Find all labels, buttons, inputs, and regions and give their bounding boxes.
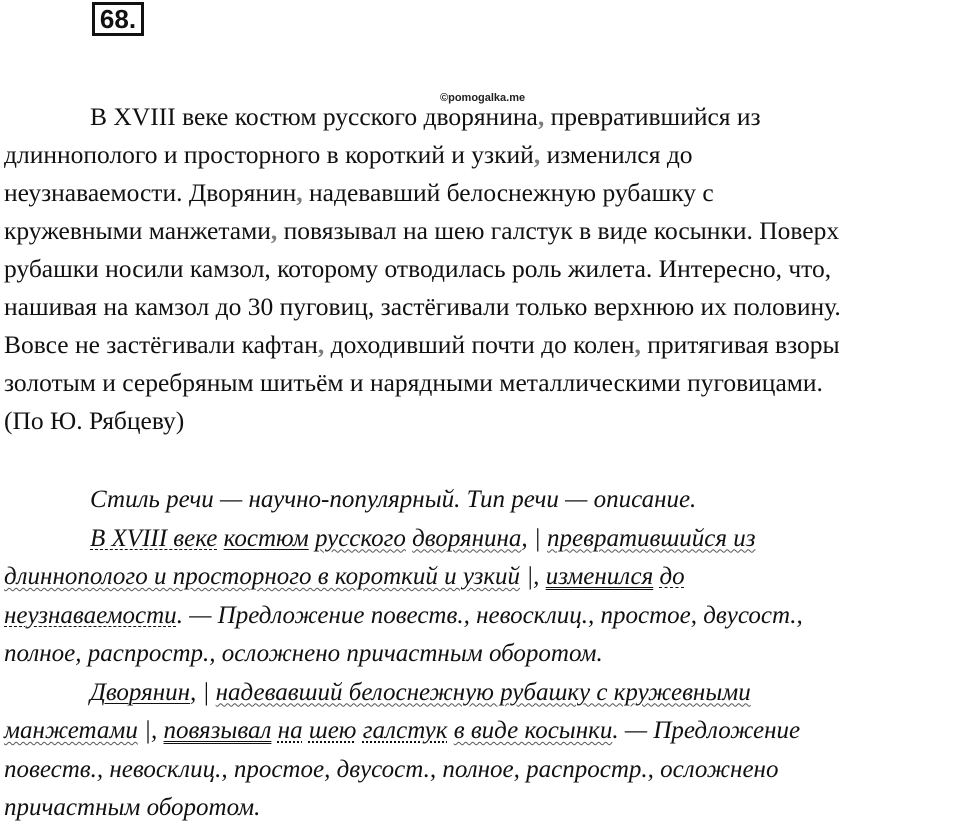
analysis-block [4, 481, 960, 828]
attribute: дворянина [412, 524, 522, 552]
analysis-line: полное, распростр., осложнено причастным оборотом. [4, 640, 603, 667]
participial-phrase: длиннополого и просторного в короткий и узкий [4, 563, 521, 590]
object: шею [308, 717, 357, 744]
analysis-line: длиннополого и просторного в короткий и узкий |, изменился до [4, 563, 685, 590]
task-number: 68. [92, 2, 144, 36]
text-line: рубашки носили камзол, которому отводилась роль жилета. Интересно, что, [4, 254, 832, 283]
text-line: кружевными манжетами, повязывал на шею галстук в виде косынки. Поверх [4, 216, 840, 245]
circumstance: неузнаваемости [4, 601, 177, 629]
attribute: в виде косынки [453, 717, 613, 744]
analysis-line: повеств., невосклиц., простое, двусост., полное, распростр., осложнено [4, 755, 779, 783]
analysis-line: манжетами |, повязывал на шею галстук в виде косынки. — Предложение [4, 717, 801, 744]
watermark: ©pomogalka.me [440, 92, 526, 104]
predicate: изменился [545, 563, 654, 590]
participial-phrase: надевавший белоснежную рубашку с кружевными [215, 678, 751, 706]
participial-phrase: превратившийся из [547, 524, 756, 552]
style-type-line: Стиль речи — научно-популярный. Тип речи — описание. [90, 486, 697, 513]
analysis-line: неузнаваемости. — Предложение повеств., невосклиц., простое, двусост., [4, 601, 803, 629]
text-line: золотым и серебряным шитьём и нарядными металлическими пуговицами. [4, 368, 823, 397]
predicate: повязывал [163, 717, 272, 744]
text-line: В XVIII веке костюм русского дворянина, превратившийся из [90, 102, 761, 131]
analysis-line: Дворянин, | надевавший белоснежную рубашку с кружевными [90, 678, 751, 706]
circumstance: до [659, 563, 685, 590]
participial-phrase: манжетами [4, 717, 138, 744]
comma-mark: , [634, 330, 641, 359]
text-line: неузнаваемости. Дворянин, надевавший белоснежную рубашку с [4, 178, 714, 207]
circumstance: В XVIII веке [90, 524, 218, 552]
comma-mark: , [270, 216, 278, 245]
comma-mark: , [317, 330, 325, 359]
comma-mark: , [537, 102, 545, 131]
analysis-line: В XVIII веке костюм русского дворянина, | превратившийся из [90, 524, 756, 552]
source-text [4, 98, 960, 440]
text-line: Вовсе не застёгивали кафтан, доходивший почти до колен, притягивая взоры [4, 330, 840, 359]
subject: Дворянин [90, 678, 191, 706]
comma-mark: , [533, 140, 541, 169]
analysis-line: причастным оборотом. [4, 794, 261, 821]
attribute: русского [314, 524, 406, 552]
comma-mark: , [296, 178, 303, 207]
text-line: нашивая на камзол до 30 пуговиц, застёгивали только верхнюю их половину. [4, 292, 841, 321]
object: на [277, 717, 303, 744]
text-line: длиннополого и просторного в короткий и узкий, изменился до [4, 140, 693, 169]
object: галстук [362, 717, 448, 744]
subject: костюм [223, 524, 309, 552]
source-attribution: (По Ю. Рябцеву) [4, 406, 185, 435]
